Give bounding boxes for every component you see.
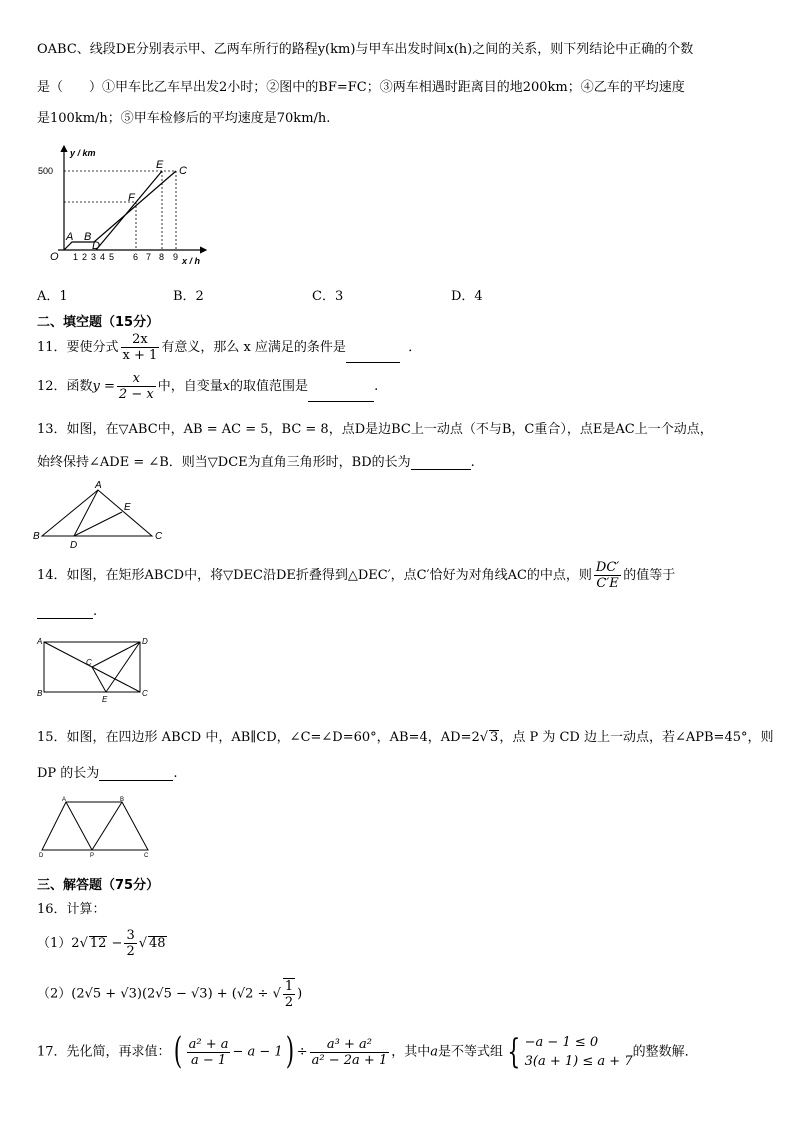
q10-graph [36,138,216,268]
line-OABC [64,171,176,250]
section-fill-in-heading: 二、填空题（15分） [37,315,160,330]
question-14: 14．如图，在矩形ABCD中，将▽DEC沿DE折叠得到△DEC′，点C′恰好为对角线AC的中点，则 $\frac{DC'}{C'E}$ 的值等于 [37,560,676,591]
q15-figure [36,794,156,858]
svg-text:D: D [70,540,78,550]
svg-text:C: C [142,689,148,698]
svg-text:C: C [144,853,149,858]
q14-figure [34,632,154,704]
svg-text:3: 3 [91,252,97,262]
svg-text:E: E [124,502,131,513]
svg-text:C: C [86,658,92,667]
section-solve-heading: 三、解答题（75分） [37,878,160,893]
q16-part1: （1）2√ 12 − $\frac{3}{2}$ √ 48 [37,928,166,959]
y-axis-label: y / km [70,148,96,158]
q16-part2: （2）(2√5 + √3)(2√5 − √3) + (√2 ÷ √ $\frac{1}{2}$ ) [37,979,303,1010]
question-15: 15．如图，在四边形 ABCD 中，AB∥CD，∠C=∠D=60°，AB=4，AD=2√ 3，点 P 为 CD 边上一动点，若∠APB=45°，则 [37,730,774,745]
svg-text:9: 9 [173,252,179,262]
q16-title: 16．计算： [37,902,106,917]
label-A: A [66,231,74,243]
q15-answer-blank[interactable] [99,768,173,781]
svg-text:2: 2 [82,252,88,262]
q10-line1: OABC、线段DE分别表示甲、乙两车所行的路程y(km)与甲车出发时间x(h)之间的关系，则下列结论中正确的个数 [37,42,694,57]
svg-text:7: 7 [146,252,152,262]
svg-text:D: D [39,853,44,858]
q13-figure [30,478,170,550]
svg-text:A: A [37,637,43,646]
svg-text:6: 6 [133,252,139,262]
option-d: D．4 [451,289,483,304]
label-C: C [179,165,187,177]
label-D: D [92,240,100,252]
svg-text:B: B [37,689,43,698]
svg-text:5: 5 [109,252,115,262]
q10-line3: 是100km/h；⑤甲车检修后的平均速度是70km/h. [37,111,331,126]
svg-text:C: C [155,531,163,542]
label-B: B [84,231,92,243]
q15-line2: DP 的长为 . [37,766,178,781]
svg-text:B: B [33,531,40,542]
svg-text:A: A [95,480,102,491]
x-axis-label: x / h [182,256,201,266]
question-11: 11．要使分式 $\frac{2x}{x + 1}$ 有意义，那么 x 应满足的条件是 ． [37,332,422,363]
svg-text:B: B [120,797,125,803]
option-b: B．2 [173,289,204,304]
svg-text:P: P [90,853,95,858]
x-tick-labels [73,252,178,262]
q14-answer-blank[interactable] [37,606,93,619]
option-c: C．3 [312,289,344,304]
svg-text:1: 1 [73,252,79,262]
line-DE [96,171,162,250]
y-tick-500: 500 [38,166,54,176]
q13-line2: 始终保持∠ADE = ∠B．则当▽DCE为直角三角形时，BD的长为 . [37,455,475,470]
q12-answer-blank[interactable] [308,389,374,402]
svg-text:D: D [142,637,148,646]
question-12: 12．函数y = $\frac{x}{2 - x}$ 中，自变量x的取值范围是 . [37,371,379,402]
q11-answer-blank[interactable] [346,350,400,363]
question-17: 17．先化简，再求值：( $\frac{\text{a² + a}}{a - 1}$ − a − 1) ÷ $\frac{\text{a³ + a²}}{\text{a² − 2a + 1}}$ ，其中a是不等式组 { −a − 1 ≤ 0 3(a + 1) ≤ a + 7 的整数解． [37,1031,698,1072]
q10-line2: 是（ ）①甲车比乙车早出发2小时；②图中的BF=FC；③两车相遇时距离目的地200km；④乙车的平均速度 [37,80,685,95]
svg-text:8: 8 [159,252,165,262]
q14-line2: . [37,604,97,619]
q13-line1: 13．如图，在▽ABC中，AB = AC = 5，BC = 8，点D是边BC上一动点（不与B，C重合），点E是AC上一个动点， [37,422,713,437]
label-E: E [156,159,164,171]
origin-label: O [50,251,59,263]
svg-text:A: A [62,797,67,803]
svg-text:4: 4 [100,252,106,262]
option-a: A．1 [37,289,68,304]
svg-text:E: E [102,695,108,704]
label-F: F [128,192,135,204]
q13-answer-blank[interactable] [411,457,471,470]
